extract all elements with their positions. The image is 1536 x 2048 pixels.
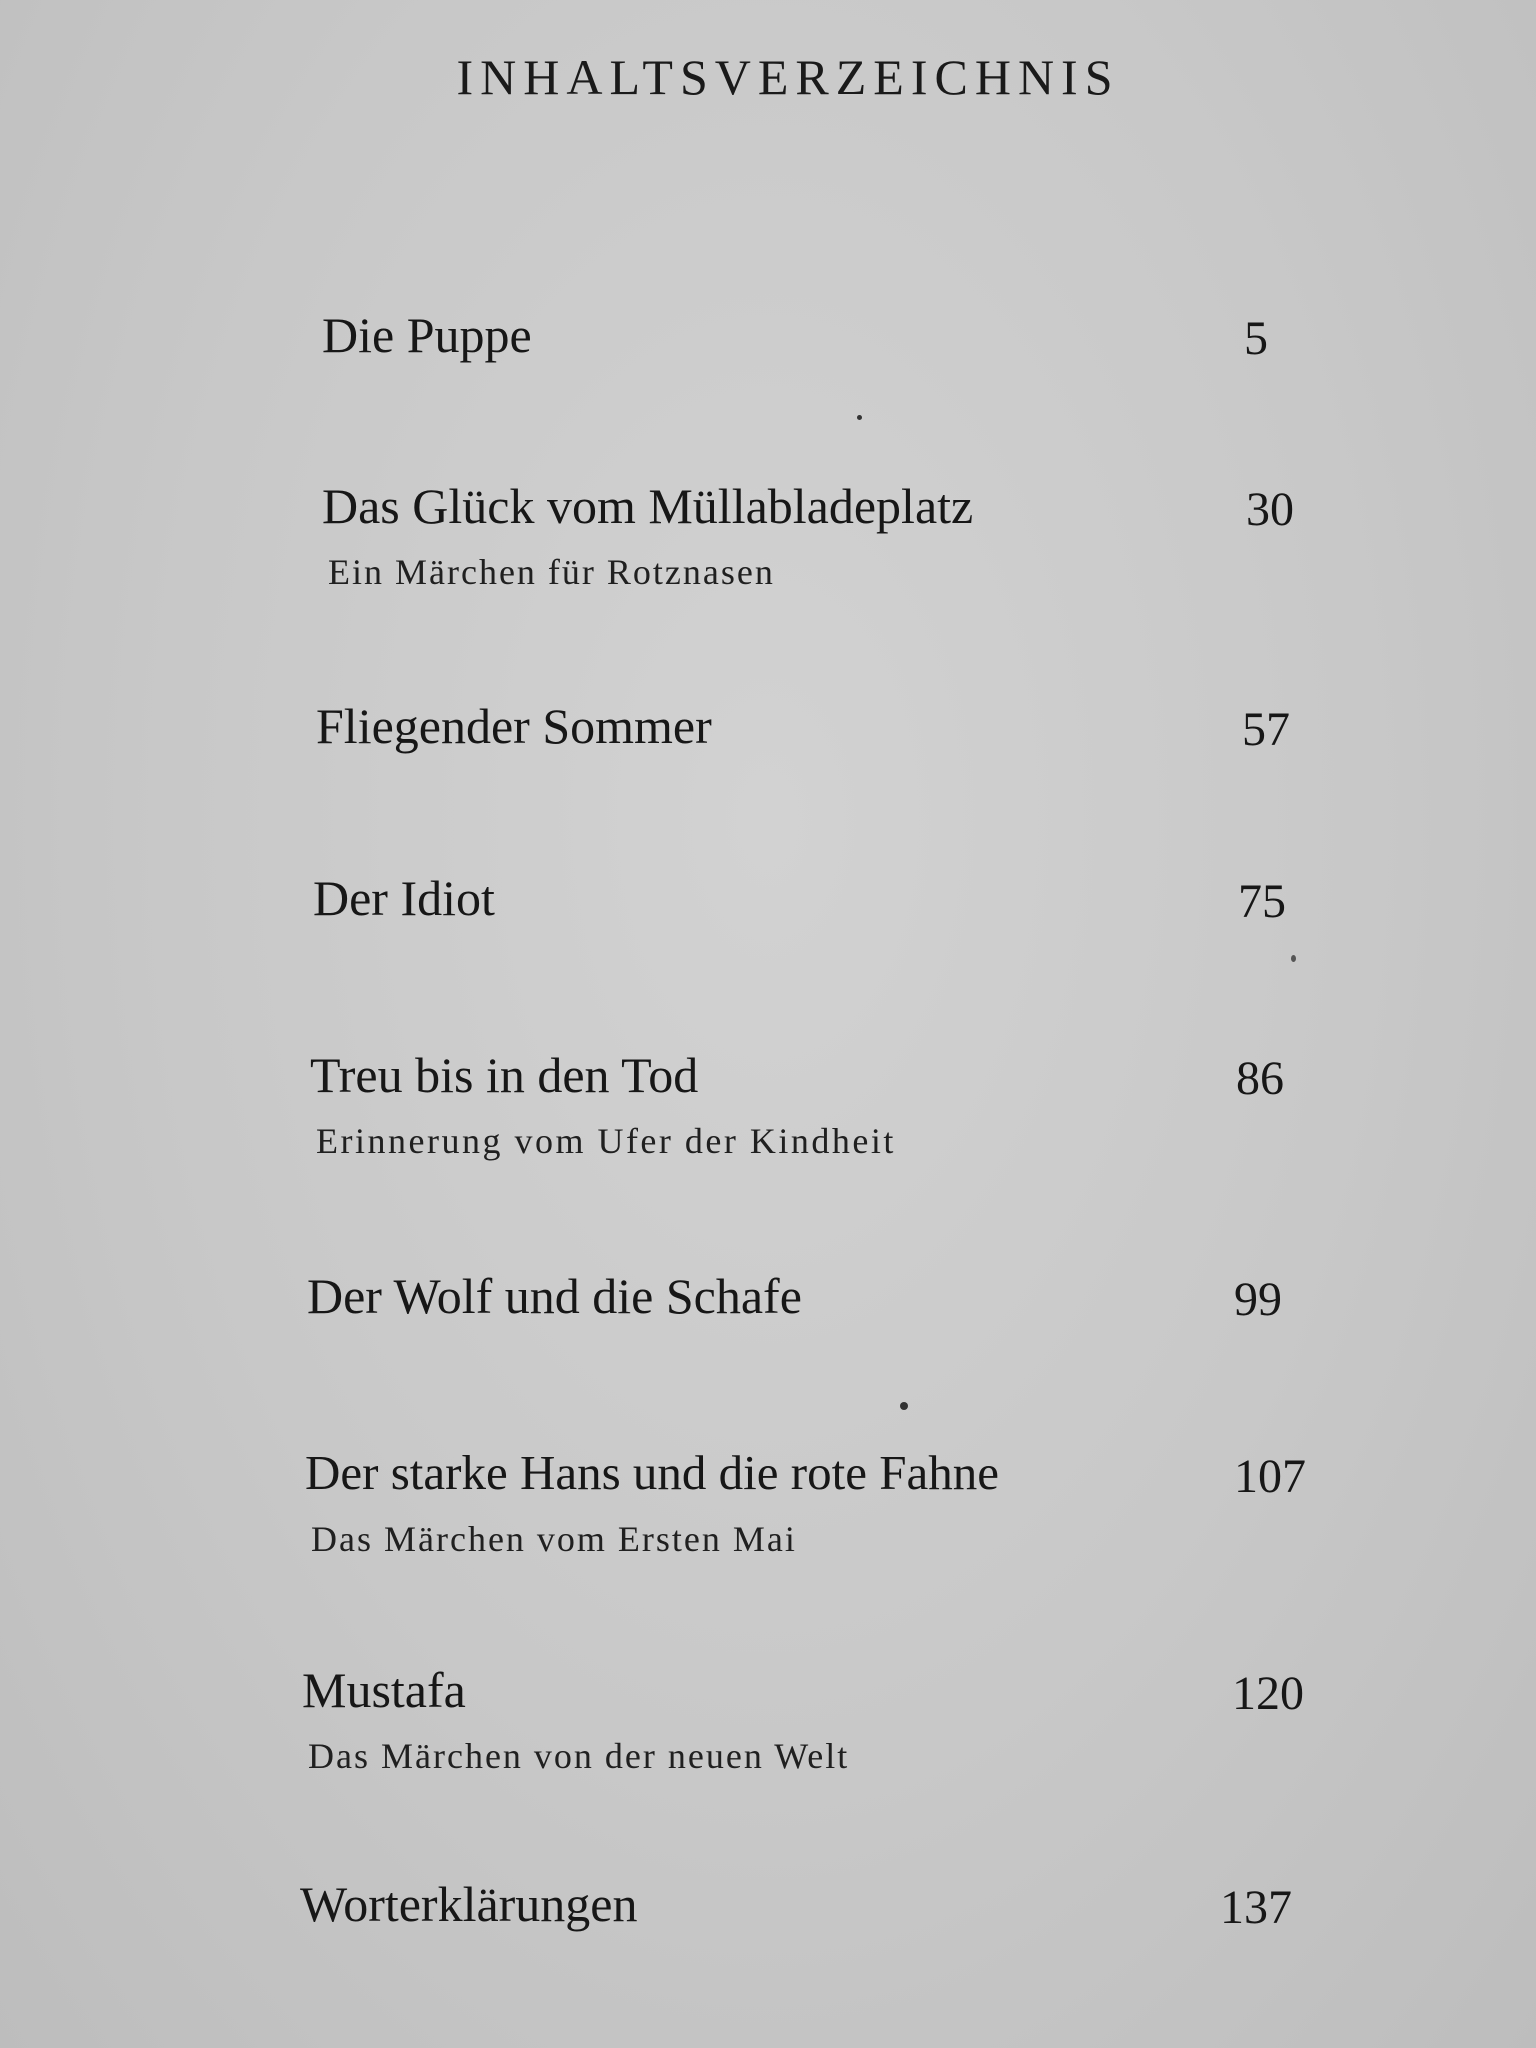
entry-title: Der Wolf und die Schafe [307, 1268, 802, 1324]
toc-entry [316, 696, 1320, 846]
entry-title: Der Idiot [313, 870, 495, 926]
paper-speck [1291, 955, 1296, 962]
entry-title: Die Puppe [322, 307, 532, 363]
entry-page-number: 107 [1234, 1450, 1306, 1503]
toc-entry [305, 1443, 1320, 1593]
entry-title: Worterklärungen [300, 1876, 638, 1932]
entry-title: Mustafa [302, 1662, 466, 1718]
entry-title: Das Glück vom Müllabladeplatz [322, 478, 974, 534]
entry-page-number: 99 [1234, 1273, 1282, 1326]
entry-page-number: 120 [1232, 1667, 1304, 1720]
entry-page-number: 137 [1220, 1881, 1292, 1934]
entry-page-number: 86 [1236, 1052, 1284, 1105]
entry-title: Der starke Hans und die rote Fahne [305, 1445, 999, 1500]
entry-title: Treu bis in den Tod [310, 1047, 699, 1103]
toc-entry [313, 868, 1320, 1018]
page-title: INHALTSVERZEICHNIS [456, 49, 1120, 105]
toc-entry [310, 1045, 1320, 1195]
entry-page-number: 57 [1242, 703, 1290, 756]
toc-entry [302, 1660, 1320, 1810]
entry-subtitle: Das Märchen von der neuen Welt [308, 1736, 850, 1776]
toc-entry [322, 476, 1320, 626]
entry-page-number: 75 [1238, 875, 1286, 928]
paper-speck [857, 415, 862, 420]
entry-subtitle: Erinnerung vom Ufer der Kindheit [316, 1121, 896, 1161]
entry-title: Fliegender Sommer [316, 698, 712, 754]
toc-entry [307, 1266, 1320, 1416]
entry-page-number: 5 [1244, 312, 1268, 365]
entry-subtitle: Ein Märchen für Rotznasen [328, 552, 775, 592]
entry-subtitle: Das Märchen vom Ersten Mai [311, 1519, 797, 1559]
toc-entry [300, 1874, 1320, 2024]
toc-entry [322, 305, 1320, 455]
entry-page-number: 30 [1246, 483, 1294, 536]
paper-speck [900, 1402, 908, 1410]
